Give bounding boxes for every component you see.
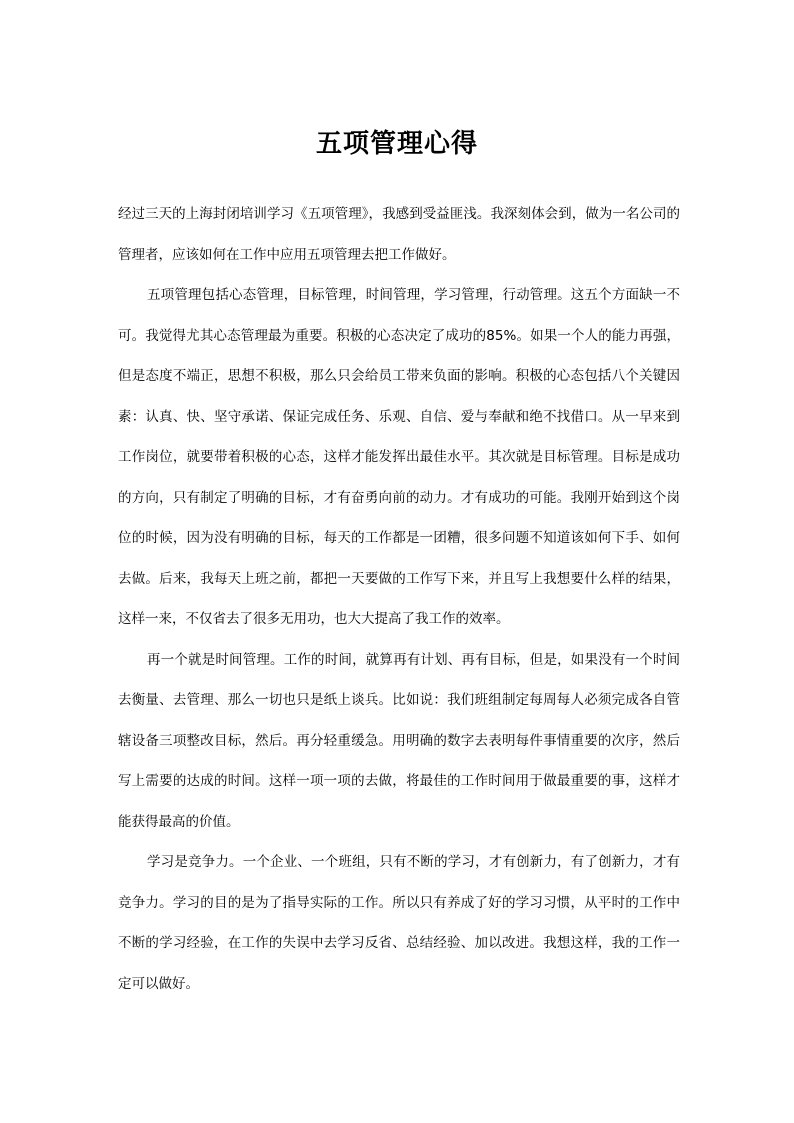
document-title: 五项管理心得 bbox=[315, 129, 478, 159]
paragraph-mindset-goals: 五项管理包括心态管理，目标管理，时间管理，学习管理，行动管理。这五个方面缺一不可。我觉得尤其心态管理最为重要。积极的心态决定了成功的85%。如果一个人的能力再强，但是态度不端正，思想不积极，那么只会给员工带来负面的影响。积极的心态包括八个关键因素：认真、快、坚守承诺、保证完成任务、乐观、自信、爱与奉献和绝不找借口。从一早来到工作岗位，就要带着积极的心态，这样才能发挥出最佳水平。其次就是目标管理。目标是成功的方向，只有制定了明确的目标，才有奋勇向前的动力。才有成功的可能。我刚开始到这个岗位的时候，因为没有明确的目标，每天的工作都是一团糟，很多问题不知道该如何下手、如何去做。后来，我每天上班之前，都把一天要做的工作写下来，并且写上我想要什么样的结果，这样一来，不仅省去了很多无用功，也大大提高了我工作的效率。 bbox=[118, 287, 680, 627]
paragraph-time-management: 再一个就是时间管理。工作的时间，就算再有计划、再有目标，但是，如果没有一个时间去衡量、去管理、那么一切也只是纸上谈兵。比如说：我们班组制定每周每人必须完成各自管辖设备三项整改目标，然后。再分轻重缓急。用明确的数字去表明每件事情重要的次序，然后写上需要的达成的时间。这样一项一项的去做，将最佳的工作时间用于做最重要的事，这样才能获得最高的价值。 bbox=[118, 651, 680, 830]
document-body bbox=[118, 194, 680, 1004]
paragraph-intro: 经过三天的上海封闭培训学习《五项管理》，我感到受益匪浅。我深刻体会到，做为一名公司的管理者，应该如何在工作中应用五项管理去把工作做好。 bbox=[118, 206, 680, 263]
paragraph-learning: 学习是竞争力。一个企业、一个班组，只有不断的学习，才有创新力，有了创新力，才有竞争力。学习的目的是为了指导实际的工作。所以只有养成了好的学习习惯，从平时的工作中不断的学习经验，在工作的失误中去学习反省、总结经验、加以改进。我想这样，我的工作一定可以做好。 bbox=[118, 854, 680, 992]
